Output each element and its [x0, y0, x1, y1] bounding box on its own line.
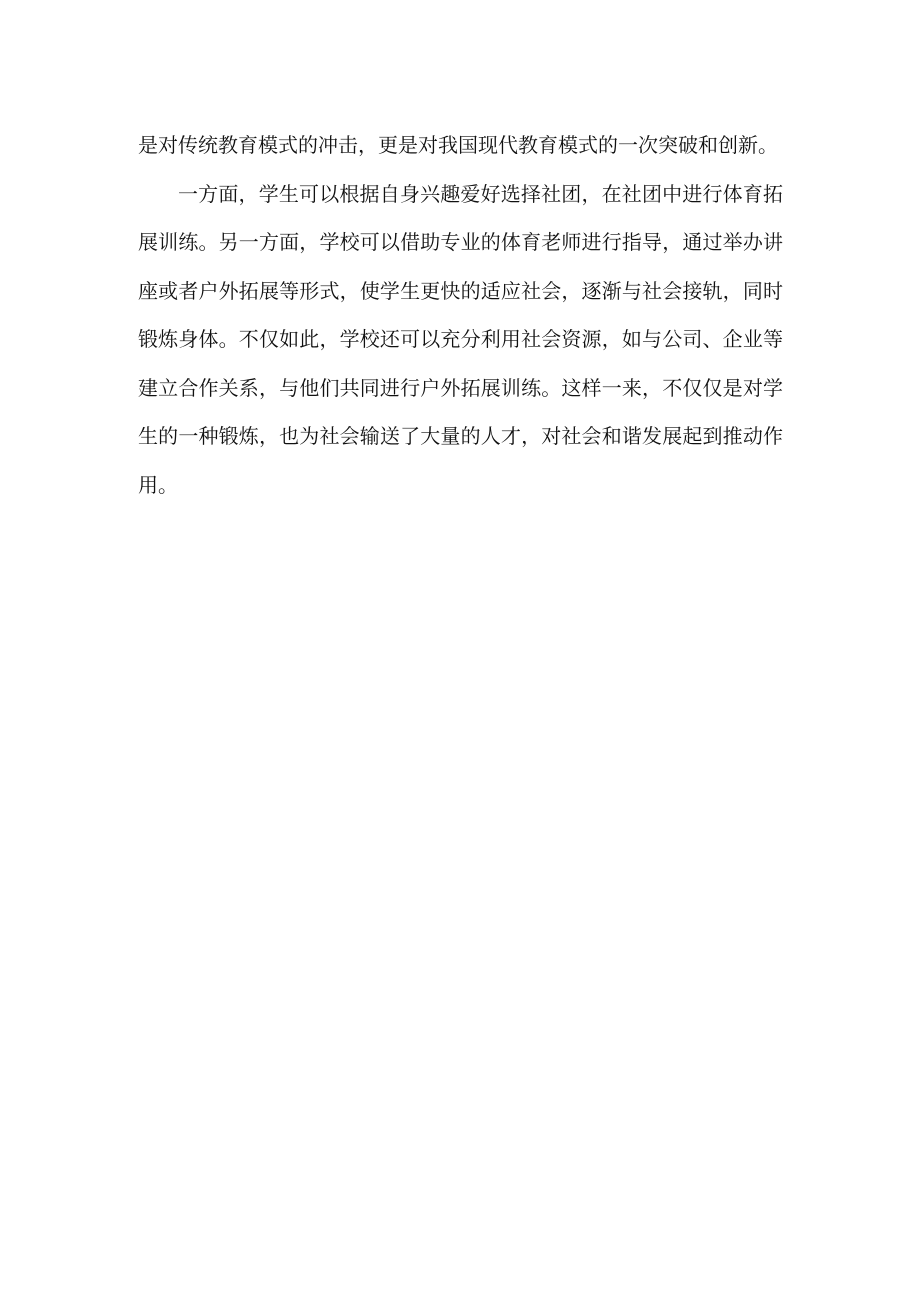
paragraph-continuation: 是对传统教育模式的冲击，更是对我国现代教育模式的一次突破和创新。 — [138, 133, 778, 157]
document-body — [138, 121, 783, 509]
paragraph-main: 一方面，学生可以根据自身兴趣爱好选择社团，在社团中进行体育拓展训练。另一方面，学校可以借助专业的体育老师进行指导，通过举办讲座或者户外拓展等形式，使学生更快的适应社会，逐渐与社会接轨，同时锻炼身体。不仅如此，学校还可以充分利用社会资源，如与公司、企业等建立合作关系，与他们共同进行户外拓展训练。这样一来，不仅仅是对学生的一种锻炼，也为社会输送了大量的人才，对社会和谐发展起到推动作用。 — [138, 181, 783, 497]
